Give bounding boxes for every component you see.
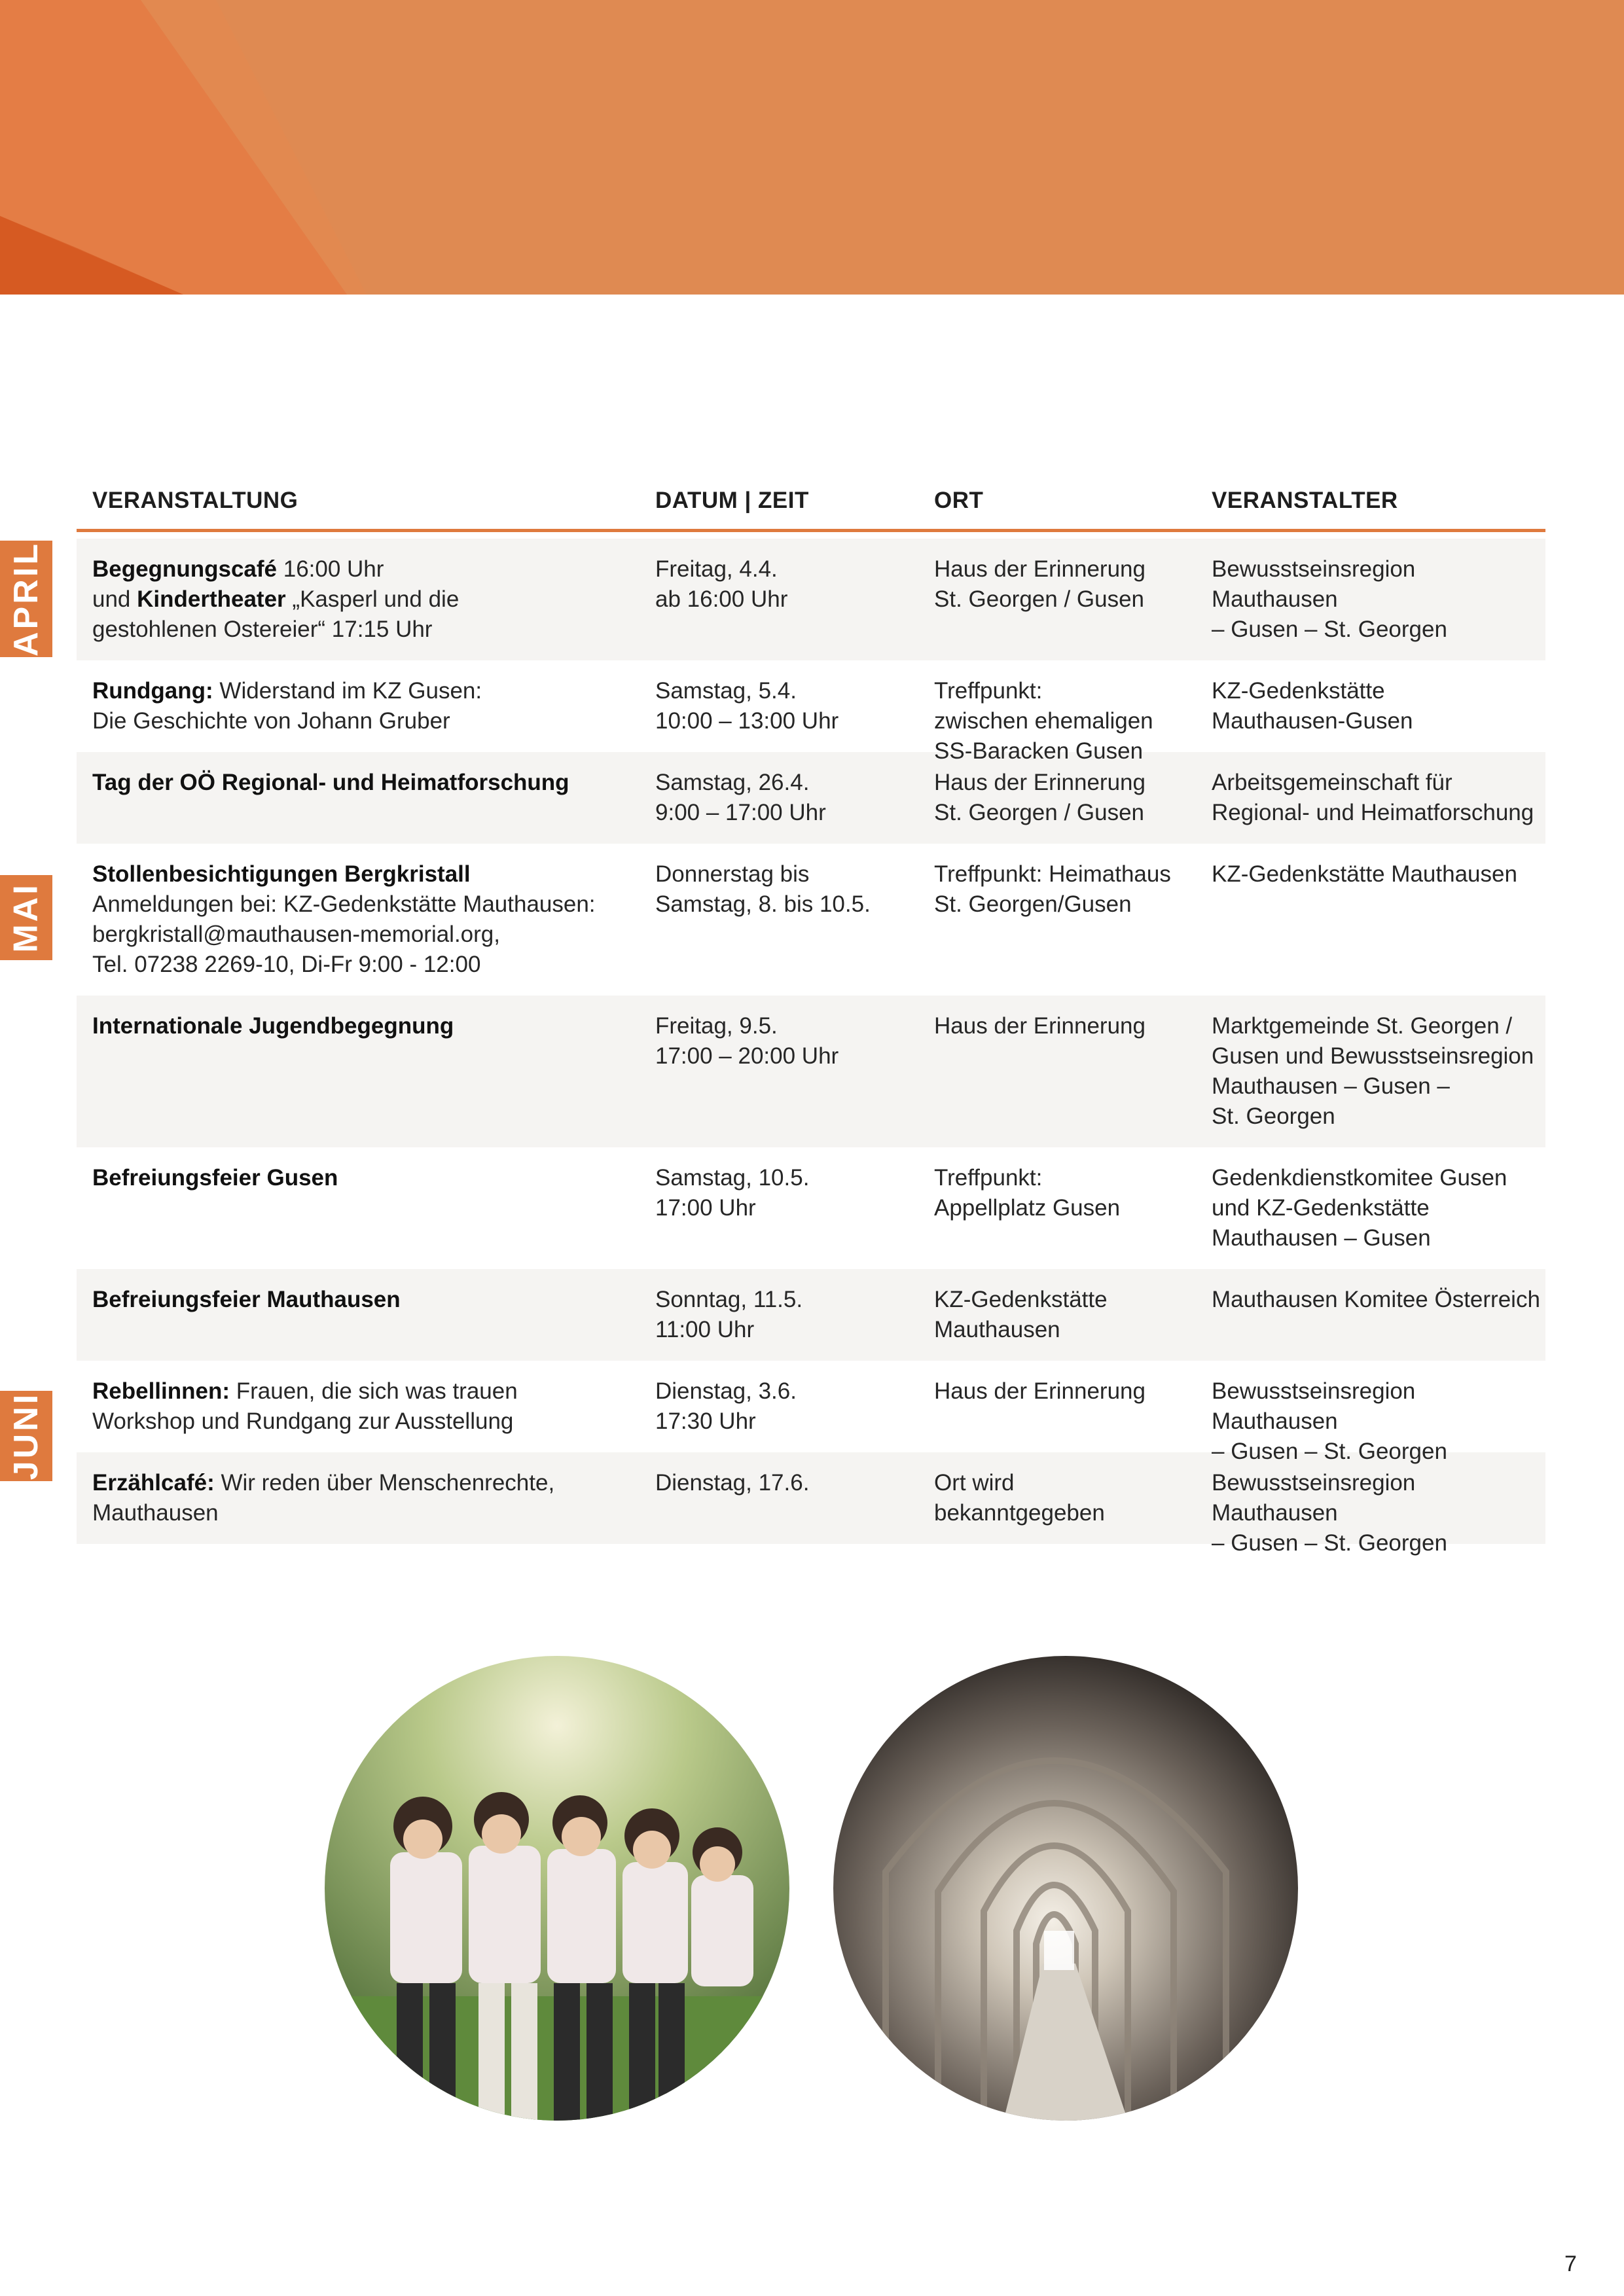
date-cell: Freitag, 4.4. ab 16:00 Uhr	[655, 556, 788, 612]
date-cell: Sonntag, 11.5. 11:00 Uhr	[655, 1287, 803, 1342]
photo-youth-group	[325, 1656, 789, 2121]
event-cell: Begegnungscafé 16:00 Uhr und Kindertheater „Kasperl und die gestohlenen Ostereier“ 17:15 Uhr	[92, 556, 460, 642]
event-cell: Befreiungsfeier Gusen	[92, 1165, 338, 1191]
table-row	[77, 1269, 1545, 1361]
event-cell: Rundgang: Widerstand im KZ Gusen: Die Geschichte von Johann Gruber	[92, 678, 482, 734]
date-cell: Donnerstag bis Samstag, 8. bis 10.5.	[655, 861, 871, 917]
organizer-cell: Mauthausen Komitee Österreich	[1212, 1287, 1540, 1312]
table-row	[77, 660, 1545, 764]
event-cell: Tag der OÖ Regional- und Heimatforschung	[92, 770, 569, 795]
date-cell: Dienstag, 3.6. 17:30 Uhr	[655, 1378, 797, 1434]
event-cell: Internationale Jugendbegegnung	[92, 1013, 454, 1039]
month-label-juni: JUNI	[0, 1391, 52, 1481]
banner-decoration	[0, 0, 1624, 295]
table-row	[77, 1147, 1545, 1269]
date-cell: Samstag, 10.5. 17:00 Uhr	[655, 1165, 810, 1221]
place-cell: Treffpunkt: Heimathaus St. Georgen/Gusen	[934, 861, 1171, 917]
place-cell: Haus der Erinnerung	[934, 1378, 1146, 1404]
table-row	[77, 752, 1545, 844]
date-cell: Freitag, 9.5. 17:00 – 20:00 Uhr	[655, 1013, 839, 1069]
date-cell: Samstag, 5.4. 10:00 – 13:00 Uhr	[655, 678, 839, 734]
header-banner	[0, 0, 1624, 295]
place-cell: Ort wird bekanntgegeben	[934, 1470, 1105, 1526]
organizer-cell: Bewusstseinsregion Mauthausen – Gusen – St. Georgen	[1212, 556, 1447, 642]
organizer-cell: KZ-Gedenkstätte Mauthausen-Gusen	[1212, 678, 1413, 734]
page-number: 7	[1564, 2251, 1577, 2276]
table-row	[77, 1361, 1545, 1464]
event-cell: Erzählcafé: Wir reden über Menschenrechte, Mauthausen	[92, 1470, 555, 1526]
organizer-cell: Bewusstseinsregion Mauthausen – Gusen – St. Georgen	[1212, 1378, 1447, 1464]
table-row	[77, 844, 1545, 996]
header-veranstalter: VERANSTALTER	[1212, 488, 1398, 513]
place-cell: KZ-Gedenkstätte Mauthausen	[934, 1287, 1108, 1342]
organizer-cell: Marktgemeinde St. Georgen / Gusen und Bewusstseinsregion Mauthausen – Gusen – St. Georgen	[1212, 1013, 1534, 1129]
place-cell: Haus der Erinnerung	[934, 1013, 1146, 1039]
event-cell: Stollenbesichtigungen Bergkristall Anmeldungen bei: KZ-Gedenkstätte Mauthausen: bergkristall@mauthausen-memorial.org, Tel. 07238 2269-10, Di-Fr 9:00 - 12:00	[92, 861, 596, 977]
events-table	[77, 473, 1545, 1556]
header-veranstaltung: VERANSTALTUNG	[92, 488, 298, 513]
header-datum-zeit: DATUM | ZEIT	[655, 488, 809, 513]
organizer-cell: Gedenkdienstkomitee Gusen und KZ-Gedenkstätte Mauthausen – Gusen	[1212, 1165, 1507, 1251]
photo-tunnel	[833, 1656, 1298, 2121]
place-cell: Haus der Erinnerung St. Georgen / Gusen	[934, 770, 1146, 825]
header-ort: ORT	[934, 488, 984, 513]
organizer-cell: KZ-Gedenkstätte Mauthausen	[1212, 861, 1517, 887]
organizer-cell: Bewusstseinsregion Mauthausen – Gusen – St. Georgen	[1212, 1470, 1447, 1556]
place-cell: Treffpunkt: zwischen ehemaligen SS-Baracken Gusen	[934, 678, 1153, 764]
date-cell: Dienstag, 17.6.	[655, 1470, 810, 1496]
month-label-mai: MAI	[0, 875, 52, 960]
date-cell: Samstag, 26.4. 9:00 – 17:00 Uhr	[655, 770, 826, 825]
table-header	[77, 473, 1545, 532]
month-label-april: APRIL	[0, 541, 52, 657]
place-cell: Treffpunkt: Appellplatz Gusen	[934, 1165, 1121, 1221]
event-cell: Befreiungsfeier Mauthausen	[92, 1287, 401, 1312]
place-cell: Haus der Erinnerung St. Georgen / Gusen	[934, 556, 1146, 612]
organizer-cell: Arbeitsgemeinschaft für Regional- und Heimatforschung	[1212, 770, 1534, 825]
table-row	[77, 539, 1545, 660]
event-cell: Rebellinnen: Frauen, die sich was trauen Workshop und Rundgang zur Ausstellung	[92, 1378, 518, 1434]
table-row	[77, 996, 1545, 1147]
